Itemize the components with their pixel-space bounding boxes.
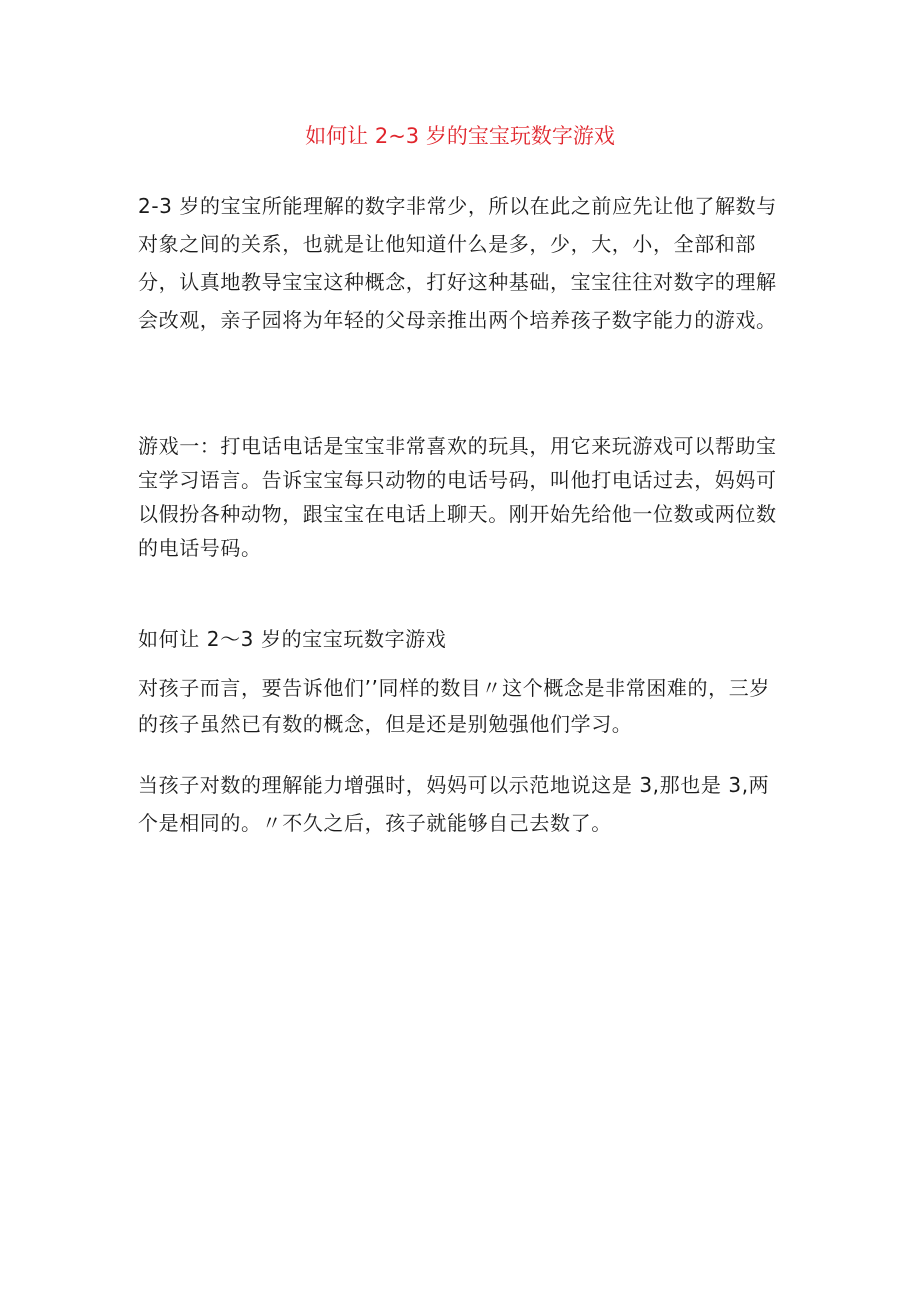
game-one-paragraph: 游戏一：打电话电话是宝宝非常喜欢的玩具，用它来玩游戏可以帮助宝宝学习语言。告诉宝宝每只动物的电话号码，叫他打电话过去，妈妈可以假扮各种动物，跟宝宝在电话上聊天。刚开始先给他一位数或两位数的电话号码。 [138,434,777,560]
intro-paragraph: 2-3 岁的宝宝所能理解的数字非常少，所以在此之前应先让他了解数与对象之间的关系，也就是让他知道什么是多，少，大，小，全部和部分，认真地教导宝宝这种概念，打好这种基础，宝宝往往对数字的理解会改观，亲子园将为年轻的父母亲推出两个培养孩子数字能力的游戏。 [138,194,777,332]
counting-paragraph: 当孩子对数的理解能力增强时，妈妈可以示范地说这是 3,那也是 3,两个是相同的。〃不久之后，孩子就能够自己去数了。 [138,773,770,835]
document-title: 如何让 2~3 岁的宝宝玩数字游戏 [305,124,615,148]
repeated-heading: 如何让 2〜3 岁的宝宝玩数字游戏 [138,627,447,651]
same-number-paragraph: 对孩子而言，要告诉他们’’同样的数目〃这个概念是非常困难的，三岁的孩子虽然已有数的概念，但是还是别勉强他们学习。 [138,676,770,736]
